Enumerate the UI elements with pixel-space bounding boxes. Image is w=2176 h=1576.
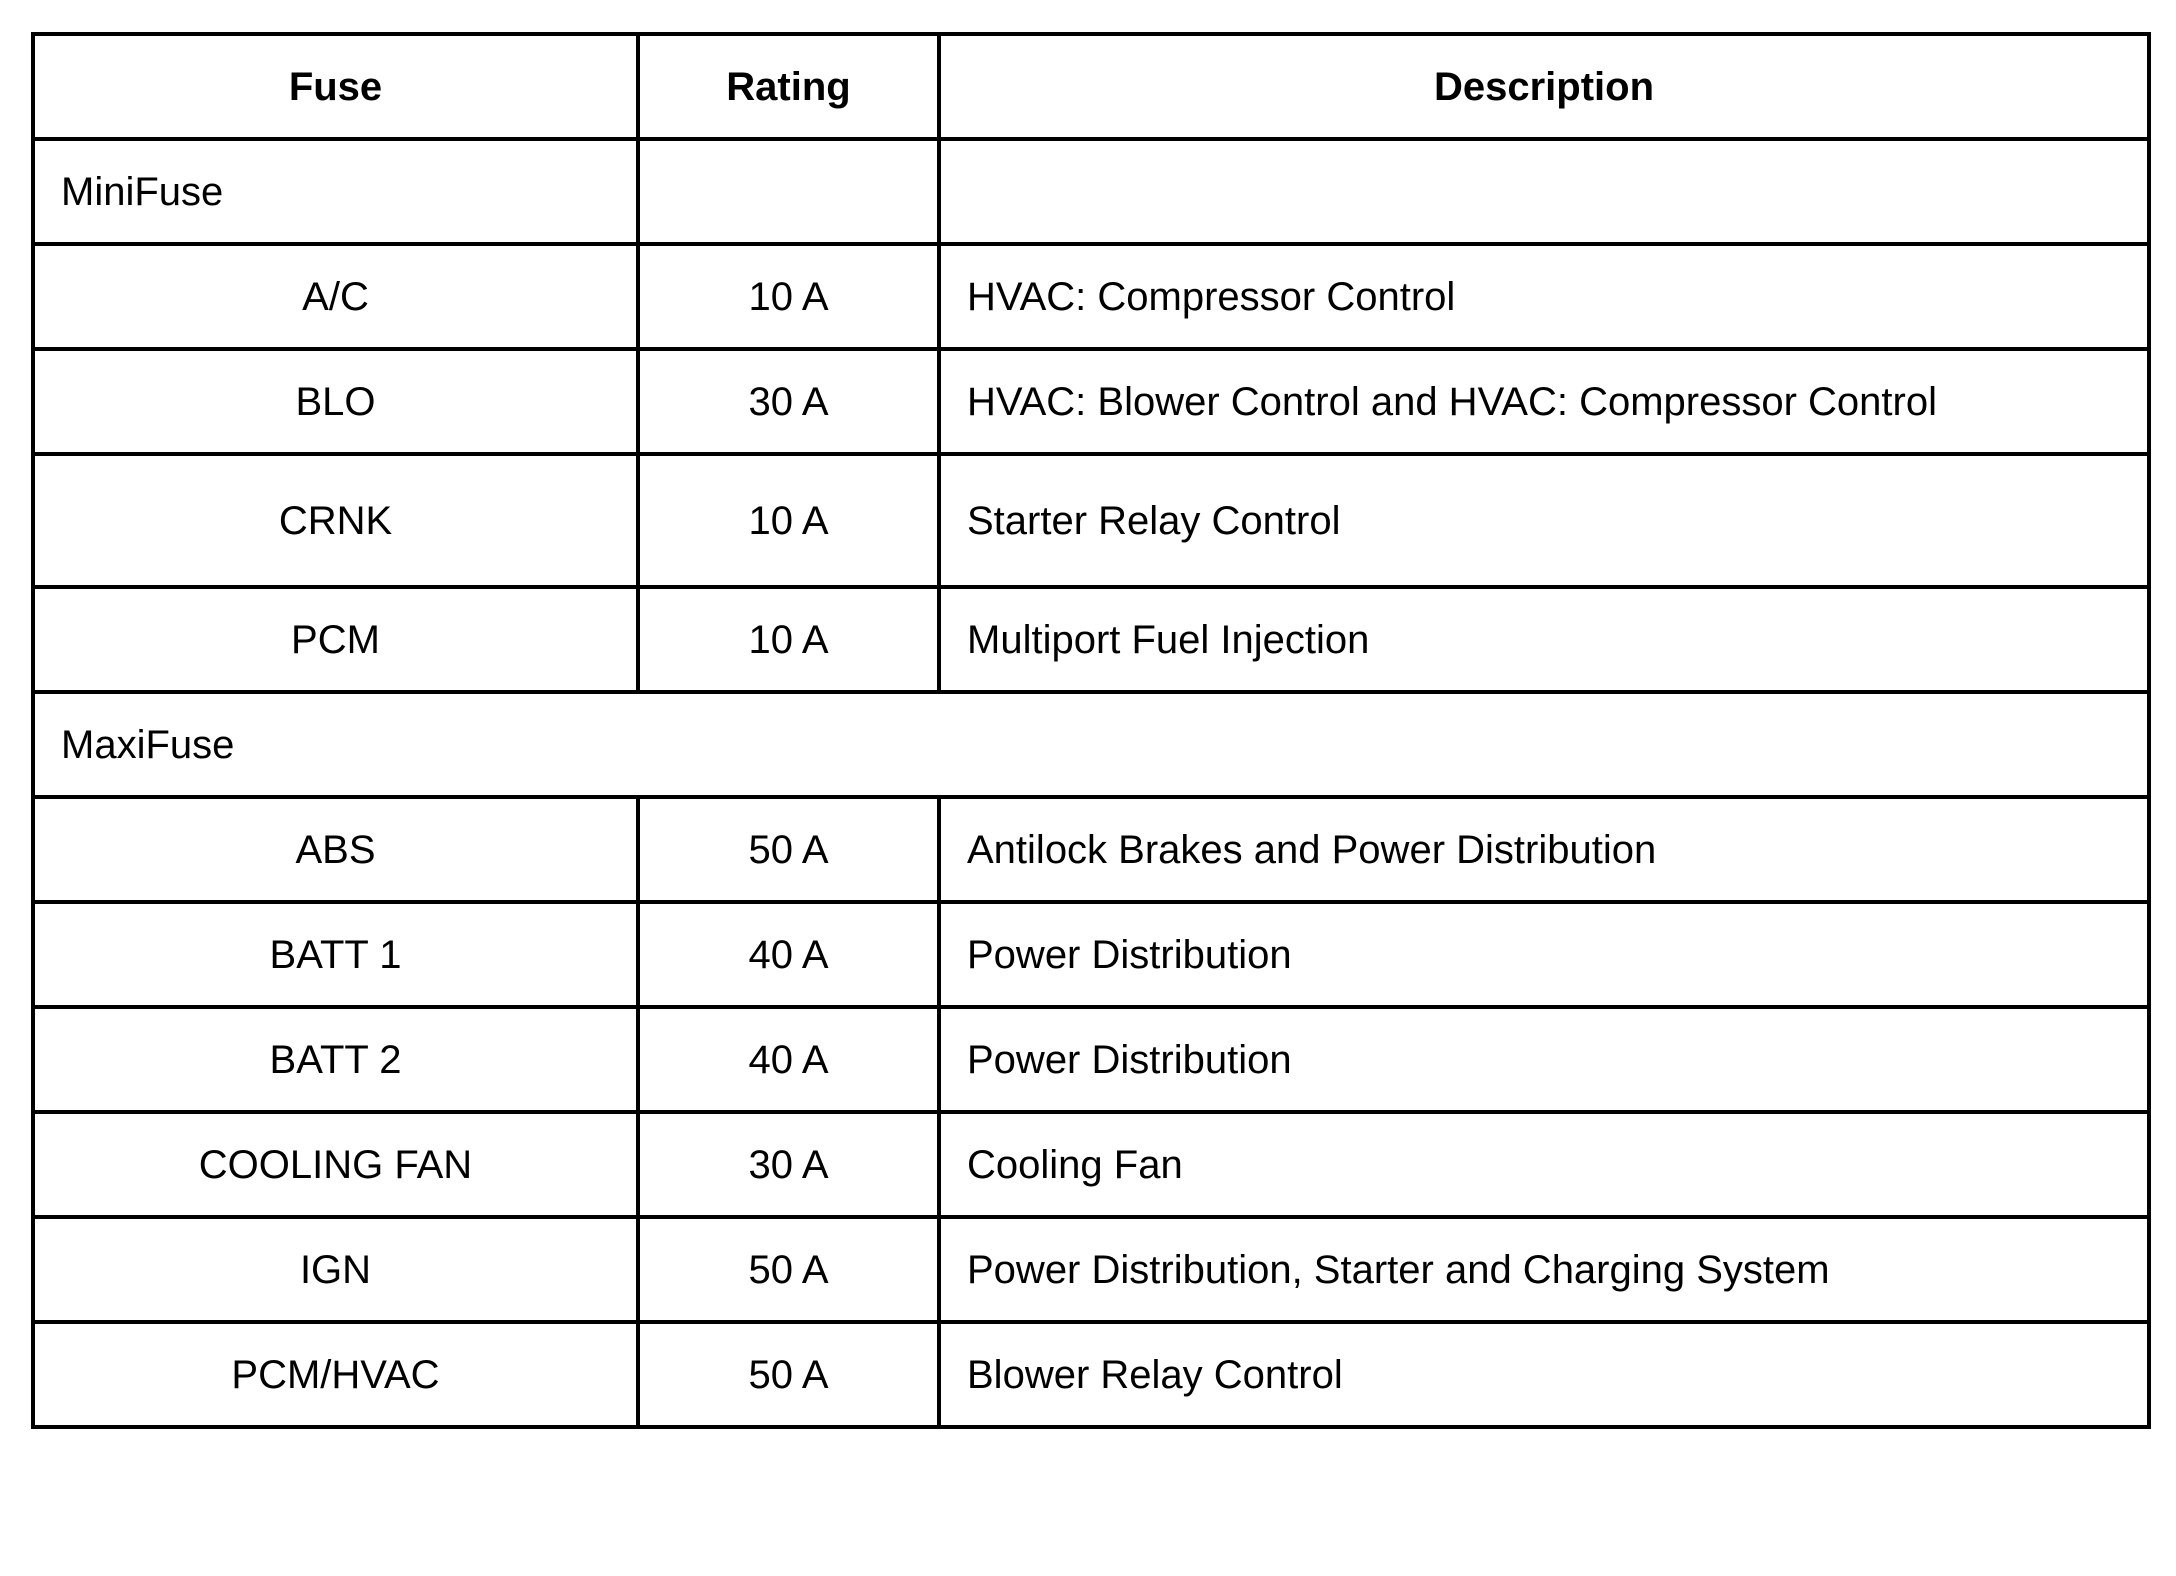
fuse-cell: BATT 2 bbox=[33, 1007, 638, 1112]
fuse-cell: CRNK bbox=[33, 454, 638, 587]
rating-cell: 30 A bbox=[638, 1112, 939, 1217]
table-row bbox=[33, 454, 2149, 587]
fuse-cell: A/C bbox=[33, 244, 638, 349]
rating-cell: 10 A bbox=[638, 244, 939, 349]
empty-cell bbox=[939, 139, 2149, 244]
table-row bbox=[33, 1112, 2149, 1217]
rating-cell: 10 A bbox=[638, 587, 939, 692]
fuse-cell: COOLING FAN bbox=[33, 1112, 638, 1217]
description-cell: Power Distribution, Starter and Charging System bbox=[939, 1217, 2149, 1322]
table-row bbox=[33, 1322, 2149, 1427]
header-description: Description bbox=[939, 34, 2149, 139]
group-row-maxifuse bbox=[33, 692, 2149, 797]
fuse-table bbox=[31, 32, 2151, 1429]
rating-cell: 50 A bbox=[638, 1217, 939, 1322]
rating-cell: 10 A bbox=[638, 454, 939, 587]
description-cell: Cooling Fan bbox=[939, 1112, 2149, 1217]
fuse-cell: IGN bbox=[33, 1217, 638, 1322]
fuse-cell: PCM/HVAC bbox=[33, 1322, 638, 1427]
fuse-cell: PCM bbox=[33, 587, 638, 692]
description-cell: Antilock Brakes and Power Distribution bbox=[939, 797, 2149, 902]
fuse-cell: ABS bbox=[33, 797, 638, 902]
table-row bbox=[33, 1007, 2149, 1112]
table-row bbox=[33, 797, 2149, 902]
description-cell: Power Distribution bbox=[939, 902, 2149, 1007]
rating-cell: 50 A bbox=[638, 1322, 939, 1427]
rating-cell: 30 A bbox=[638, 349, 939, 454]
empty-cell bbox=[638, 139, 939, 244]
fuse-cell: BLO bbox=[33, 349, 638, 454]
table-row bbox=[33, 902, 2149, 1007]
group-row-minifuse bbox=[33, 139, 2149, 244]
header-row bbox=[33, 34, 2149, 139]
group-label: MaxiFuse bbox=[33, 692, 2149, 797]
rating-cell: 40 A bbox=[638, 902, 939, 1007]
description-cell: HVAC: Blower Control and HVAC: Compressor Control bbox=[939, 349, 2149, 454]
description-cell: Multiport Fuel Injection bbox=[939, 587, 2149, 692]
table-row bbox=[33, 349, 2149, 454]
description-cell: Power Distribution bbox=[939, 1007, 2149, 1112]
table-row bbox=[33, 244, 2149, 349]
description-cell: HVAC: Compressor Control bbox=[939, 244, 2149, 349]
table-row bbox=[33, 587, 2149, 692]
description-cell: Blower Relay Control bbox=[939, 1322, 2149, 1427]
description-cell: Starter Relay Control bbox=[939, 454, 2149, 587]
rating-cell: 40 A bbox=[638, 1007, 939, 1112]
fuse-cell: BATT 1 bbox=[33, 902, 638, 1007]
rating-cell: 50 A bbox=[638, 797, 939, 902]
table-row bbox=[33, 1217, 2149, 1322]
header-rating: Rating bbox=[638, 34, 939, 139]
group-label: MiniFuse bbox=[33, 139, 638, 244]
header-fuse: Fuse bbox=[33, 34, 638, 139]
